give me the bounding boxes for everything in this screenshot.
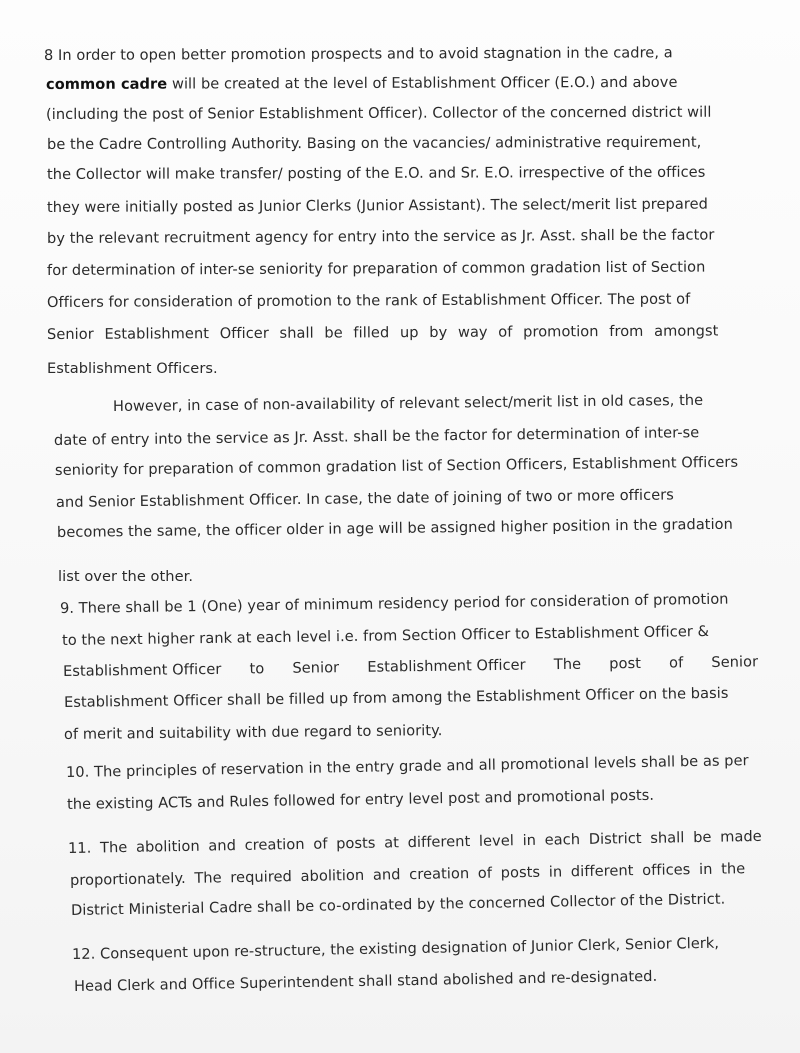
text-line: [47, 227, 714, 247]
text-line: [47, 360, 218, 377]
text-line: [47, 291, 690, 311]
text-line: [63, 653, 758, 680]
text-line: [64, 722, 443, 743]
text-line: [74, 968, 658, 995]
line-text: the existing ACTs and Rules followed for entry level post and promotional posts.: [66, 786, 655, 813]
text-line: [68, 828, 762, 857]
text-line: [47, 196, 708, 216]
text-line: [60, 591, 729, 617]
line-text: Establishment Officers.: [47, 360, 218, 377]
text-line: [71, 891, 726, 919]
text-line: [66, 752, 749, 781]
line-text: Officers for consideration of promotion to the rank of Establishment Officer. The post of: [46, 290, 691, 311]
text-line: [113, 392, 703, 415]
line-text: District Ministerial Cadre shall be co-ordinated by the concerned Collector of the District.: [70, 890, 726, 919]
line-text: Senior Establishment Officer shall be filled up by way of promotion from amongst: [46, 322, 719, 343]
line-text: 9. There shall be 1 (One) year of minimum residency period for consideration of promotion: [59, 590, 729, 617]
line-text: 8 In order to open better promotion prospects and to avoid stagnation in the cadre, a: [43, 44, 673, 64]
text-line: [46, 104, 712, 123]
text-line: [70, 860, 746, 889]
text-line: [58, 568, 193, 585]
line-text: date of entry into the service as Jr. Asst. shall be the factor for determination of inter-se: [53, 424, 700, 449]
text-line: [47, 134, 701, 153]
line-text: of merit and suitability with due regard to seniority.: [63, 722, 443, 743]
bold-phrase-common-cadre: common cadre: [45, 75, 168, 93]
text-line: [57, 516, 733, 541]
line-text: Establishment Officer shall be filled up from among the Establishment Officer on the basis: [63, 684, 729, 711]
text-line: [46, 74, 748, 93]
line-text: the Collector will make transfer/ posting of the E.O. and Sr. E.O. irrespective of the offices: [46, 163, 706, 183]
line-text: they were initially posted as Junior Clerks (Junior Assistant). The select/merit list prepared: [46, 195, 708, 216]
text-line: [44, 44, 748, 64]
text-line: [55, 454, 738, 479]
text-line: [56, 486, 674, 511]
text-line: [67, 787, 654, 813]
line-text: Head Clerk and Office Superintendent shall stand abolished and re-designated.: [73, 967, 658, 995]
line-text: Establishment Officer to Senior Establishment Officer The post of Senior: [62, 653, 759, 680]
line-text: However, in case of non-availability of relevant select/merit list in old cases, the: [112, 391, 704, 415]
line-text: be the Cadre Controlling Authority. Basing on the vacancies/ administrative requirement,: [46, 133, 702, 153]
line-text: seniority for preparation of common gradation list of Section Officers, Establishment Officers: [54, 453, 739, 479]
line-text: proportionately. The required abolition and creation of posts in different offices in the: [69, 860, 746, 889]
line-text: by the relevant recruitment agency for entry into the service as Jr. Asst. shall be the factor: [46, 226, 715, 247]
line-text: becomes the same, the officer older in age will be assigned higher position in the gradation: [56, 515, 734, 541]
line-text: 11. The abolition and creation of posts at different level in each District shall be made: [67, 827, 762, 857]
line-text: 10. The principles of reservation in the entry grade and all promotional levels shall be as per: [65, 752, 749, 781]
line-text: list over the other.: [58, 568, 194, 585]
text-line: [72, 935, 719, 963]
text-line: [47, 259, 706, 279]
text-line: [64, 685, 729, 711]
line-text: 12. Consequent upon re-structure, the existing designation of Junior Clerk, Senior Clerk,: [71, 934, 720, 963]
line-text: to the next higher rank at each level i.e. from Section Officer to Establishment Officer &: [61, 622, 710, 649]
text-line: [62, 623, 709, 649]
line-text: will be created at the level of Establishment Officer (E.O.) and above: [171, 73, 678, 93]
line-text: (including the post of Senior Establishment Officer). Collector of the concerned district will: [45, 103, 712, 123]
line-text: for determination of inter-se seniority for preparation of common gradation list of Section: [46, 258, 706, 279]
text-line: [47, 322, 718, 343]
line-text: and Senior Establishment Officer. In case, the date of joining of two or more officers: [55, 486, 675, 511]
text-line: [54, 424, 699, 449]
text-line: [47, 164, 705, 183]
